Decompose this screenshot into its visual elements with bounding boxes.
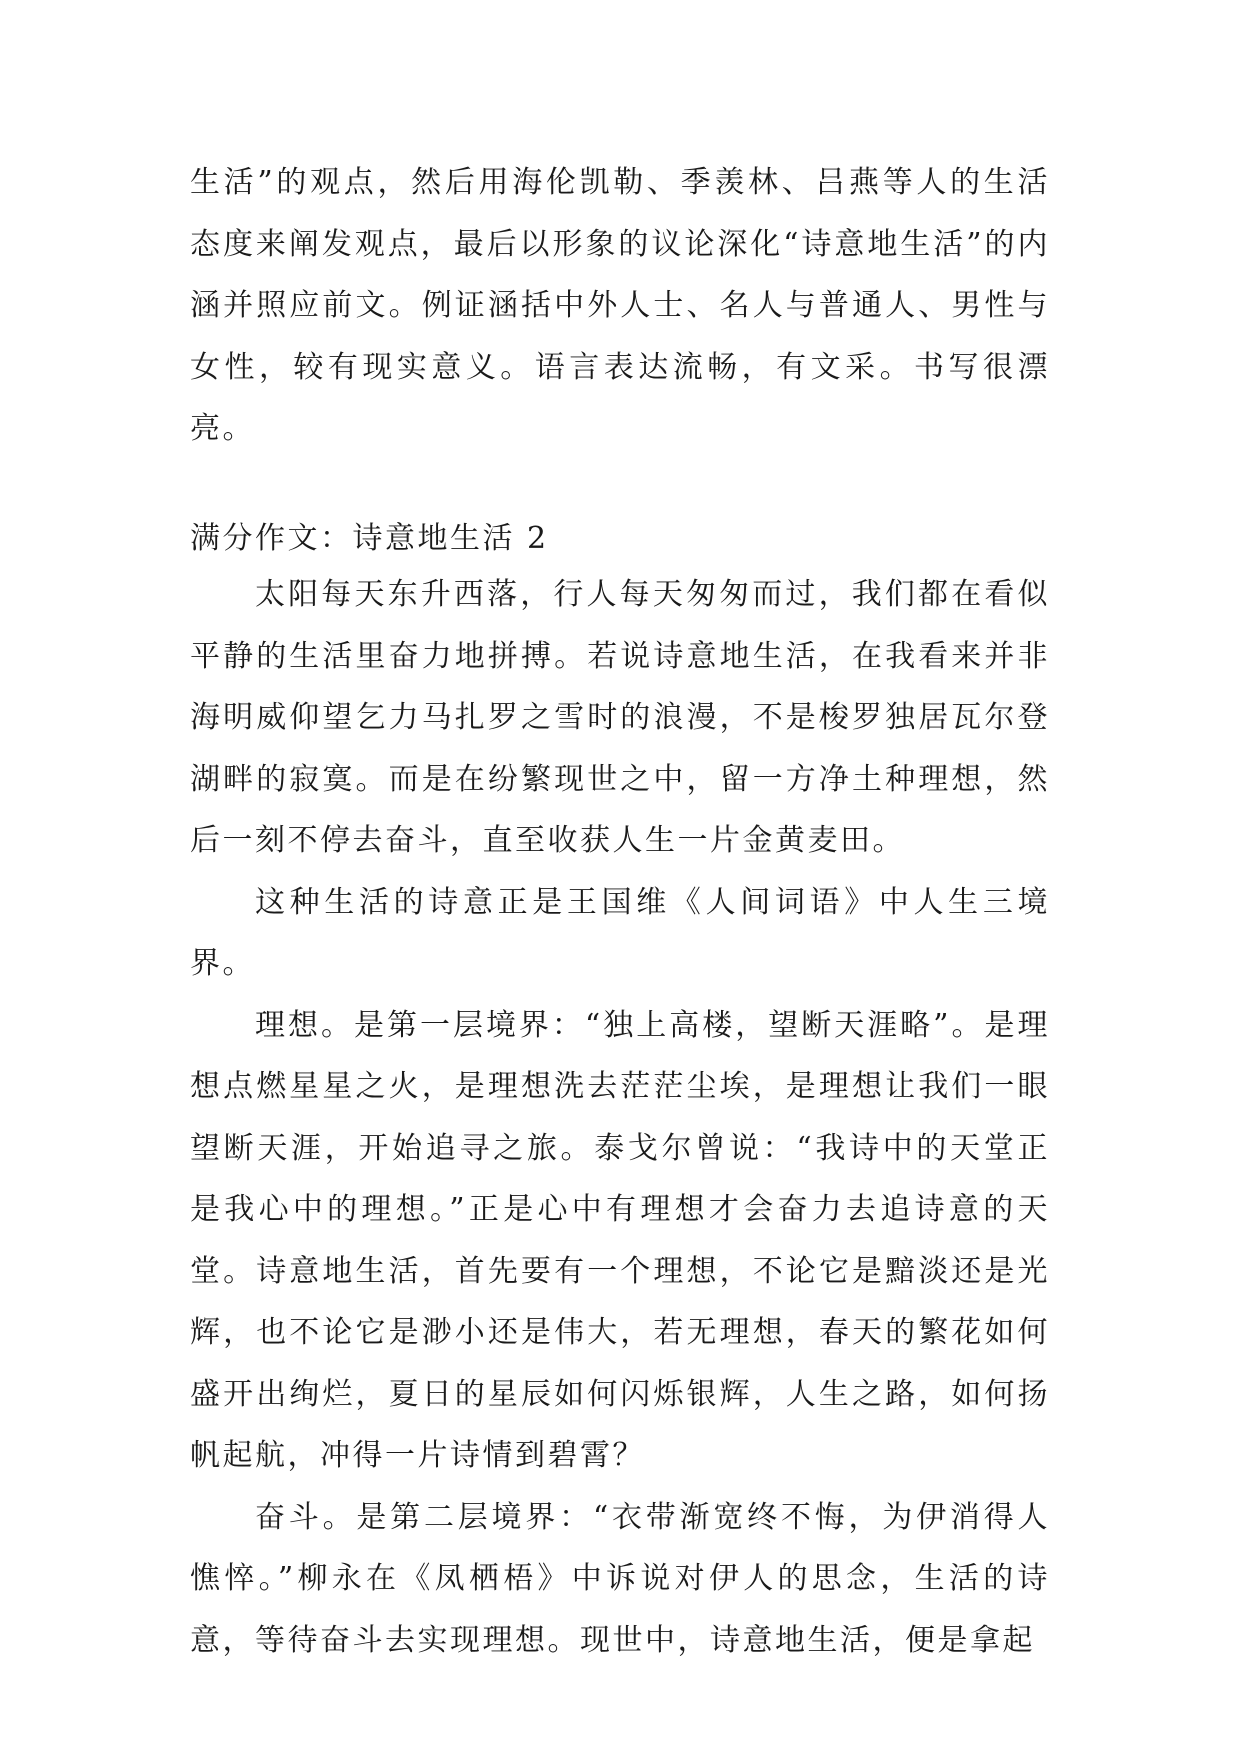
previous-essay-comment xyxy=(190,152,1050,460)
essay-title-block xyxy=(190,508,1050,570)
essay-paragraph: 理想。是第一层境界：“独上高楼，望断天涯略”。是理想点燃星星之火，是理想洗去茫茫尘埃，是理想让我们一眼望断天涯，开始追寻之旅。泰戈尔曾说：“我诗中的天堂正是我心中的理想。”正是心中有理想才会奋力去追诗意的天堂。诗意地生活，首先要有一个理想，不论它是黯淡还是光辉，也不论它是渺小还是伟大，若无理想，春天的繁花如何盛开出绚烂，夏日的星辰如何闪烁银辉，人生之路，如何扬帆起航，冲得一片诗情到碧霄？ xyxy=(190,1007,1050,1473)
essay-body xyxy=(190,564,1050,1671)
comment-paragraph: 生活”的观点，然后用海伦凯勒、季羡林、吕燕等人的生活态度来阐发观点，最后以形象的议论深化“诗意地生活”的内涵并照应前文。例证涵括中外人士、名人与普通人、男性与女性，较有现实意义。语言表达流畅，有文采。书写很漂亮。 xyxy=(190,165,1050,446)
essay-paragraph: 奋斗。是第二层境界：“衣带渐宽终不悔，为伊消得人憔悴。”柳永在《凤栖梧》中诉说对伊人的思念，生活的诗意，等待奋斗去实现理想。现世中，诗意地生活，便是拿起 xyxy=(190,1499,1050,1658)
essay-title: 满分作文：诗意地生活 2 xyxy=(190,521,549,556)
essay-paragraph: 太阳每天东升西落，行人每天匆匆而过，我们都在看似平静的生活里奋力地拼搏。若说诗意地生活，在我看来并非海明威仰望乞力马扎罗之雪时的浪漫，不是梭罗独居瓦尔登湖畔的寂寞。而是在纷繁现世之中，留一方净土种理想，然后一刻不停去奋斗，直至收获人生一片金黄麦田。 xyxy=(190,577,1050,858)
essay-paragraph: 这种生活的诗意正是王国维《人间词语》中人生三境界。 xyxy=(190,884,1050,981)
